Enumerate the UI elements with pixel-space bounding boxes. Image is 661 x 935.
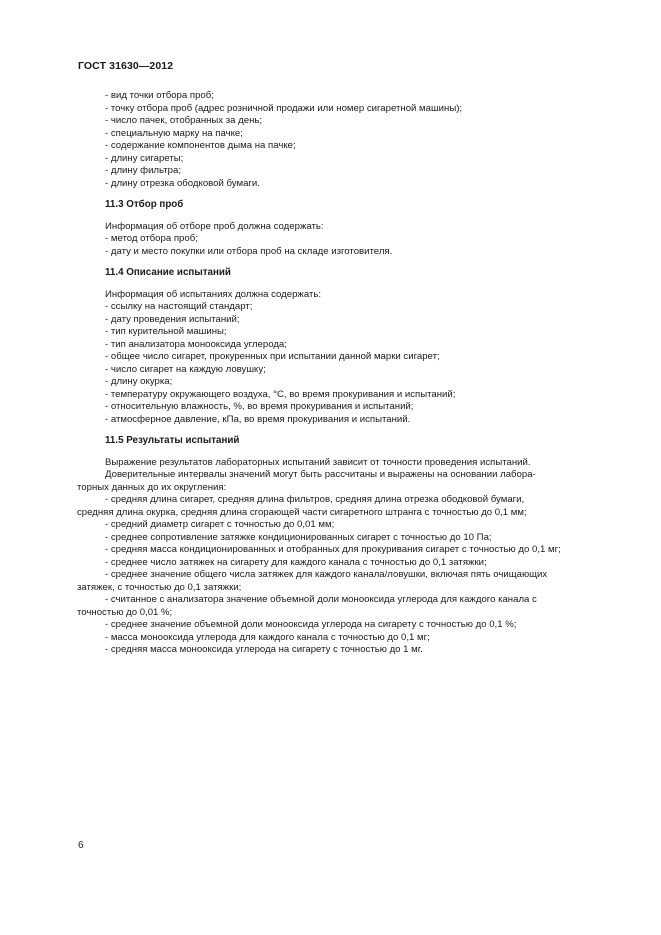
section-intro: Информация об отборе проб должна содержать:: [105, 220, 324, 232]
list-item: - средняя масса кондиционированных и отобранных для прокуривания сигарет с точностью до 0,1 мг;: [105, 544, 561, 555]
page-number: 6: [78, 840, 84, 851]
document-header: ГОСТ 31630—2012: [78, 60, 174, 72]
list-item: - среднее число затяжек на сигарету для каждого канала с точностью до 0,1 затяжки;: [105, 556, 487, 568]
paragraph-continuation: торных данных до их округления:: [77, 481, 227, 493]
list-item-continuation: затяжек, с точностью до 0,1 затяжки;: [77, 581, 242, 593]
list-item: - длину окурка;: [105, 376, 173, 387]
section-heading-11-3: 11.3 Отбор проб: [105, 199, 184, 210]
list-item: - число пачек, отобранных за день;: [105, 115, 263, 126]
list-item: - атмосферное давление, кПа, во время прокуривания и испытаний.: [105, 413, 411, 425]
list-item: - вид точки отбора проб;: [105, 90, 214, 101]
section-heading-11-5: 11.5 Результаты испытаний: [105, 435, 240, 446]
page-content: [77, 90, 615, 657]
list-item: - точку отбора проб (адрес розничной продажи или номер сигаретной машины);: [105, 102, 463, 114]
list-item: - содержание компонентов дыма на пачке;: [105, 140, 296, 151]
list-item: - ссылку на настоящий стандарт;: [105, 301, 253, 312]
list-item: - считанное с анализатора значение объемной доли монооксида углерода для каждого канала с: [105, 594, 537, 605]
list-item: - число сигарет на каждую ловушку;: [105, 363, 266, 375]
list-item: - дату проведения испытаний;: [105, 313, 240, 325]
section-intro: Информация об испытаниях должна содержать:: [105, 288, 322, 300]
top-list: [105, 90, 615, 190]
section-heading-11-4: 11.4 Описание испытаний: [105, 267, 231, 278]
list-item: - среднее значение общего числа затяжек для каждого канала/ловушки, включая пять очищающих: [105, 569, 548, 580]
list-item: - тип курительной машины;: [105, 326, 227, 337]
list-item: - относительную влажность, %, во время прокуривания и испытаний;: [105, 401, 414, 412]
paragraph: Доверительные интервалы значений могут быть рассчитаны и выражены на основании лабора-: [105, 469, 536, 480]
list-item: - среднее сопротивление затяжке кондиционированных сигарет с точностью до 10 Па;: [105, 531, 492, 543]
list-item-continuation: точностью до 0,01 %;: [77, 606, 173, 618]
list-item: - длину фильтра;: [105, 165, 182, 176]
list-item: - среднее значение объемной доли монооксида углерода на сигарету с точностью до 0,1 %;: [105, 619, 517, 630]
list-item: - средняя длина сигарет, средняя длина фильтров, средняя длина отрезка ободковой бумаги,: [105, 494, 525, 505]
section-11-3-body: [105, 221, 615, 259]
list-item: - средний диаметр сигарет с точностью до 0,01 мм;: [105, 519, 335, 530]
list-item: - температуру окружающего воздуха, °С, во время прокуривания и испытаний;: [105, 388, 456, 400]
paragraph: Выражение результатов лабораторных испытаний зависит от точности проведения испытаний.: [105, 456, 531, 468]
list-item: - дату и место покупки или отбора проб на складе изготовителя.: [105, 245, 393, 257]
list-item: - метод отбора проб;: [105, 233, 198, 244]
list-item: - масса монооксида углерода для каждого канала с точностью до 0,1 мг;: [105, 631, 430, 643]
list-item: - длину сигареты;: [105, 152, 184, 164]
list-item: - длину отрезка ободковой бумаги.: [105, 177, 260, 189]
list-item-continuation: средняя длина окурка, средняя длина сгорающей части сигаретного штранга с точностью до 0,1 мм;: [77, 506, 527, 518]
list-item: - общее число сигарет, прокуренных при испытании данной марки сигарет;: [105, 351, 440, 362]
list-item: - тип анализатора монооксида углерода;: [105, 338, 287, 350]
list-item: - средняя масса монооксида углерода на сигарету с точностью до 1 мг.: [105, 644, 423, 655]
list-item: - специальную марку на пачке;: [105, 127, 243, 139]
section-11-4-body: [105, 289, 615, 427]
section-11-5-body: [77, 456, 615, 657]
